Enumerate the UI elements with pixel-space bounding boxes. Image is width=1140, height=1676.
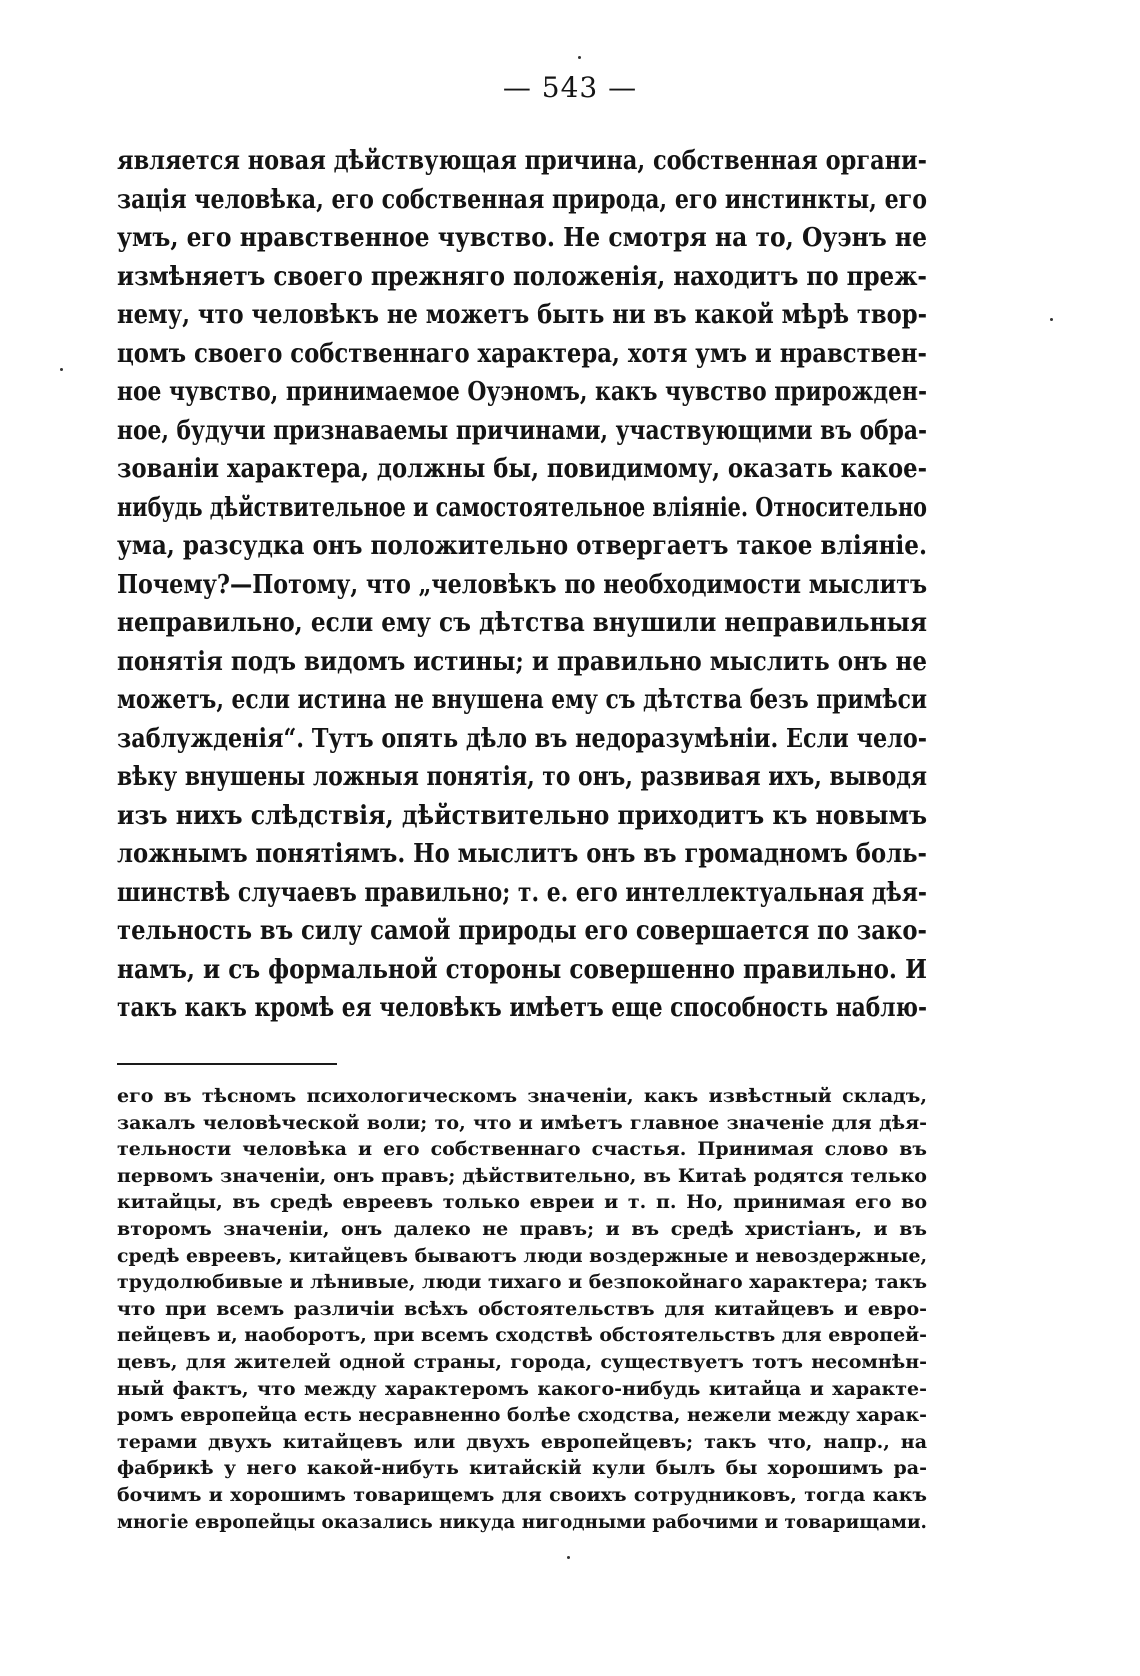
footnote-line: первомъ значеніи, онъ правъ; дѣйствительно, въ Китаѣ родятся телько (117, 1164, 927, 1187)
text-line: нибудь дѣйствительное и самостоятельное вліяніе. Относительно (117, 492, 928, 523)
footnote-line: ромъ европейца есть несравненно болѣе сходства, нежели между харак- (117, 1404, 928, 1427)
footnote-line: пейцевъ и, наоборотъ, при всемъ сходствѣ обстоятельствъ для европей- (117, 1324, 927, 1347)
text-line: неправильно, если ему съ дѣтства внушили неправильныя (117, 608, 927, 638)
text-line: ума, разсудка онъ положительно отвергаетъ такое вліяніе. (117, 531, 928, 561)
footnote-line: что при всемъ различіи всѣхъ обстоятельствъ для китайцевъ и евро- (117, 1297, 927, 1320)
text-line: зованіи характера, должны бы, повидимому, оказать какое- (117, 454, 928, 484)
footnote-separator (117, 1063, 337, 1065)
footnote-line: средѣ евреевъ, китайцевъ бываютъ люди воздержные и невоздержные, (117, 1244, 928, 1267)
ink-speck (567, 1556, 570, 1559)
footnote-text (117, 1083, 927, 1535)
text-line: намъ, и съ формальной стороны совершенно правильно. И (117, 954, 927, 985)
text-line: такъ какъ кромѣ ея человѣкъ имѣетъ еще способность наблю- (117, 993, 928, 1023)
text-line: ложнымъ понятіямъ. Но мыслитъ онъ въ громадномъ боль- (117, 839, 927, 869)
footnote-line: цевъ, для жителей одной страны, города, существуетъ тотъ несомнѣн- (117, 1350, 927, 1373)
text-line: заблужденія“. Тутъ опять дѣло въ недоразумѣніи. Если чело- (117, 723, 928, 754)
ink-speck (60, 368, 63, 371)
text-line: зація человѣка, его собственная природа, его инстинкты, его (117, 184, 927, 215)
text-line: вѣку внушены ложныя понятія, то онъ, развивая ихъ, выводя (117, 762, 927, 792)
text-line: тельность въ силу самой природы его совершается по зако- (117, 916, 927, 946)
text-line: ное, будучи признаваемы причинами, участвующими въ обра- (117, 415, 928, 446)
footnote-line: многіе европейцы оказались никуда нигодными рабочими и товарищами. (117, 1510, 927, 1533)
footnote-line: трудолюбивые и лѣнивые, люди тихаго и безпокойнаго характера; такъ (117, 1271, 928, 1294)
text-line: умъ, его нравственное чувство. Не смотря на то, Оуэнъ не (117, 223, 927, 253)
text-line: понятія подъ видомъ истины; и правильно мыслить онъ не (117, 646, 928, 677)
text-line: является новая дѣйствующая причина, собственная органи- (117, 146, 927, 176)
text-line: ное чувство, принимаемое Оуэномъ, какъ чувство прирожден- (117, 377, 928, 407)
text-line: измѣняетъ своего прежняго положенія, находитъ по преж- (117, 261, 927, 292)
ink-speck (1050, 318, 1053, 321)
main-text (117, 142, 927, 1028)
footnote-line: терами двухъ китайцевъ или двухъ европейцевъ; такъ что, напр., на (117, 1430, 927, 1453)
footnote-line: тельности человѣка и его собственнаго счастья. Принимая слово въ (117, 1138, 927, 1161)
footnote-line: закалъ человѣческой воли; то, что и имѣетъ главное значеніе для дѣя- (117, 1111, 927, 1134)
text-line: цомъ своего собственнаго характера, хотя умъ и нравствен- (117, 338, 927, 369)
ink-speck (578, 56, 581, 59)
page-number: — 543 — (502, 71, 638, 104)
footnote-line: китайцы, въ средѣ евреевъ только евреи и т. п. Но, принимая его во (117, 1191, 927, 1214)
footnote-line: фабрикѣ у него какой-нибуть китайскій кули былъ бы хорошимъ ра- (117, 1457, 927, 1480)
footnote-line: ный фактъ, что между характеромъ какого-нибудь китайца и характе- (117, 1377, 927, 1400)
footnote-line: второмъ значеніи, онъ далеко не правъ; и въ средѣ христіанъ, и въ (117, 1217, 927, 1240)
footnote-line: бочимъ и хорошимъ товарищемъ для своихъ сотрудниковъ, тогда какъ (117, 1483, 927, 1506)
text-line: Почему?—Потому, что „человѣкъ по необходимости мыслитъ (117, 569, 928, 600)
text-line: нему, что человѣкъ не можетъ быть ни въ какой мѣрѣ твор- (117, 300, 927, 330)
text-line: изъ нихъ слѣдствія, дѣйствительно приходитъ къ новымъ (117, 800, 928, 831)
footnote-line: его въ тѣсномъ психологическомъ значеніи, какъ извѣстный складъ, (117, 1085, 927, 1107)
text-line: можетъ, если истина не внушена ему съ дѣтства безъ примѣси (117, 685, 928, 715)
text-line: шинствѣ случаевъ правильно; т. е. его интеллектуальная дѣя- (117, 877, 927, 908)
